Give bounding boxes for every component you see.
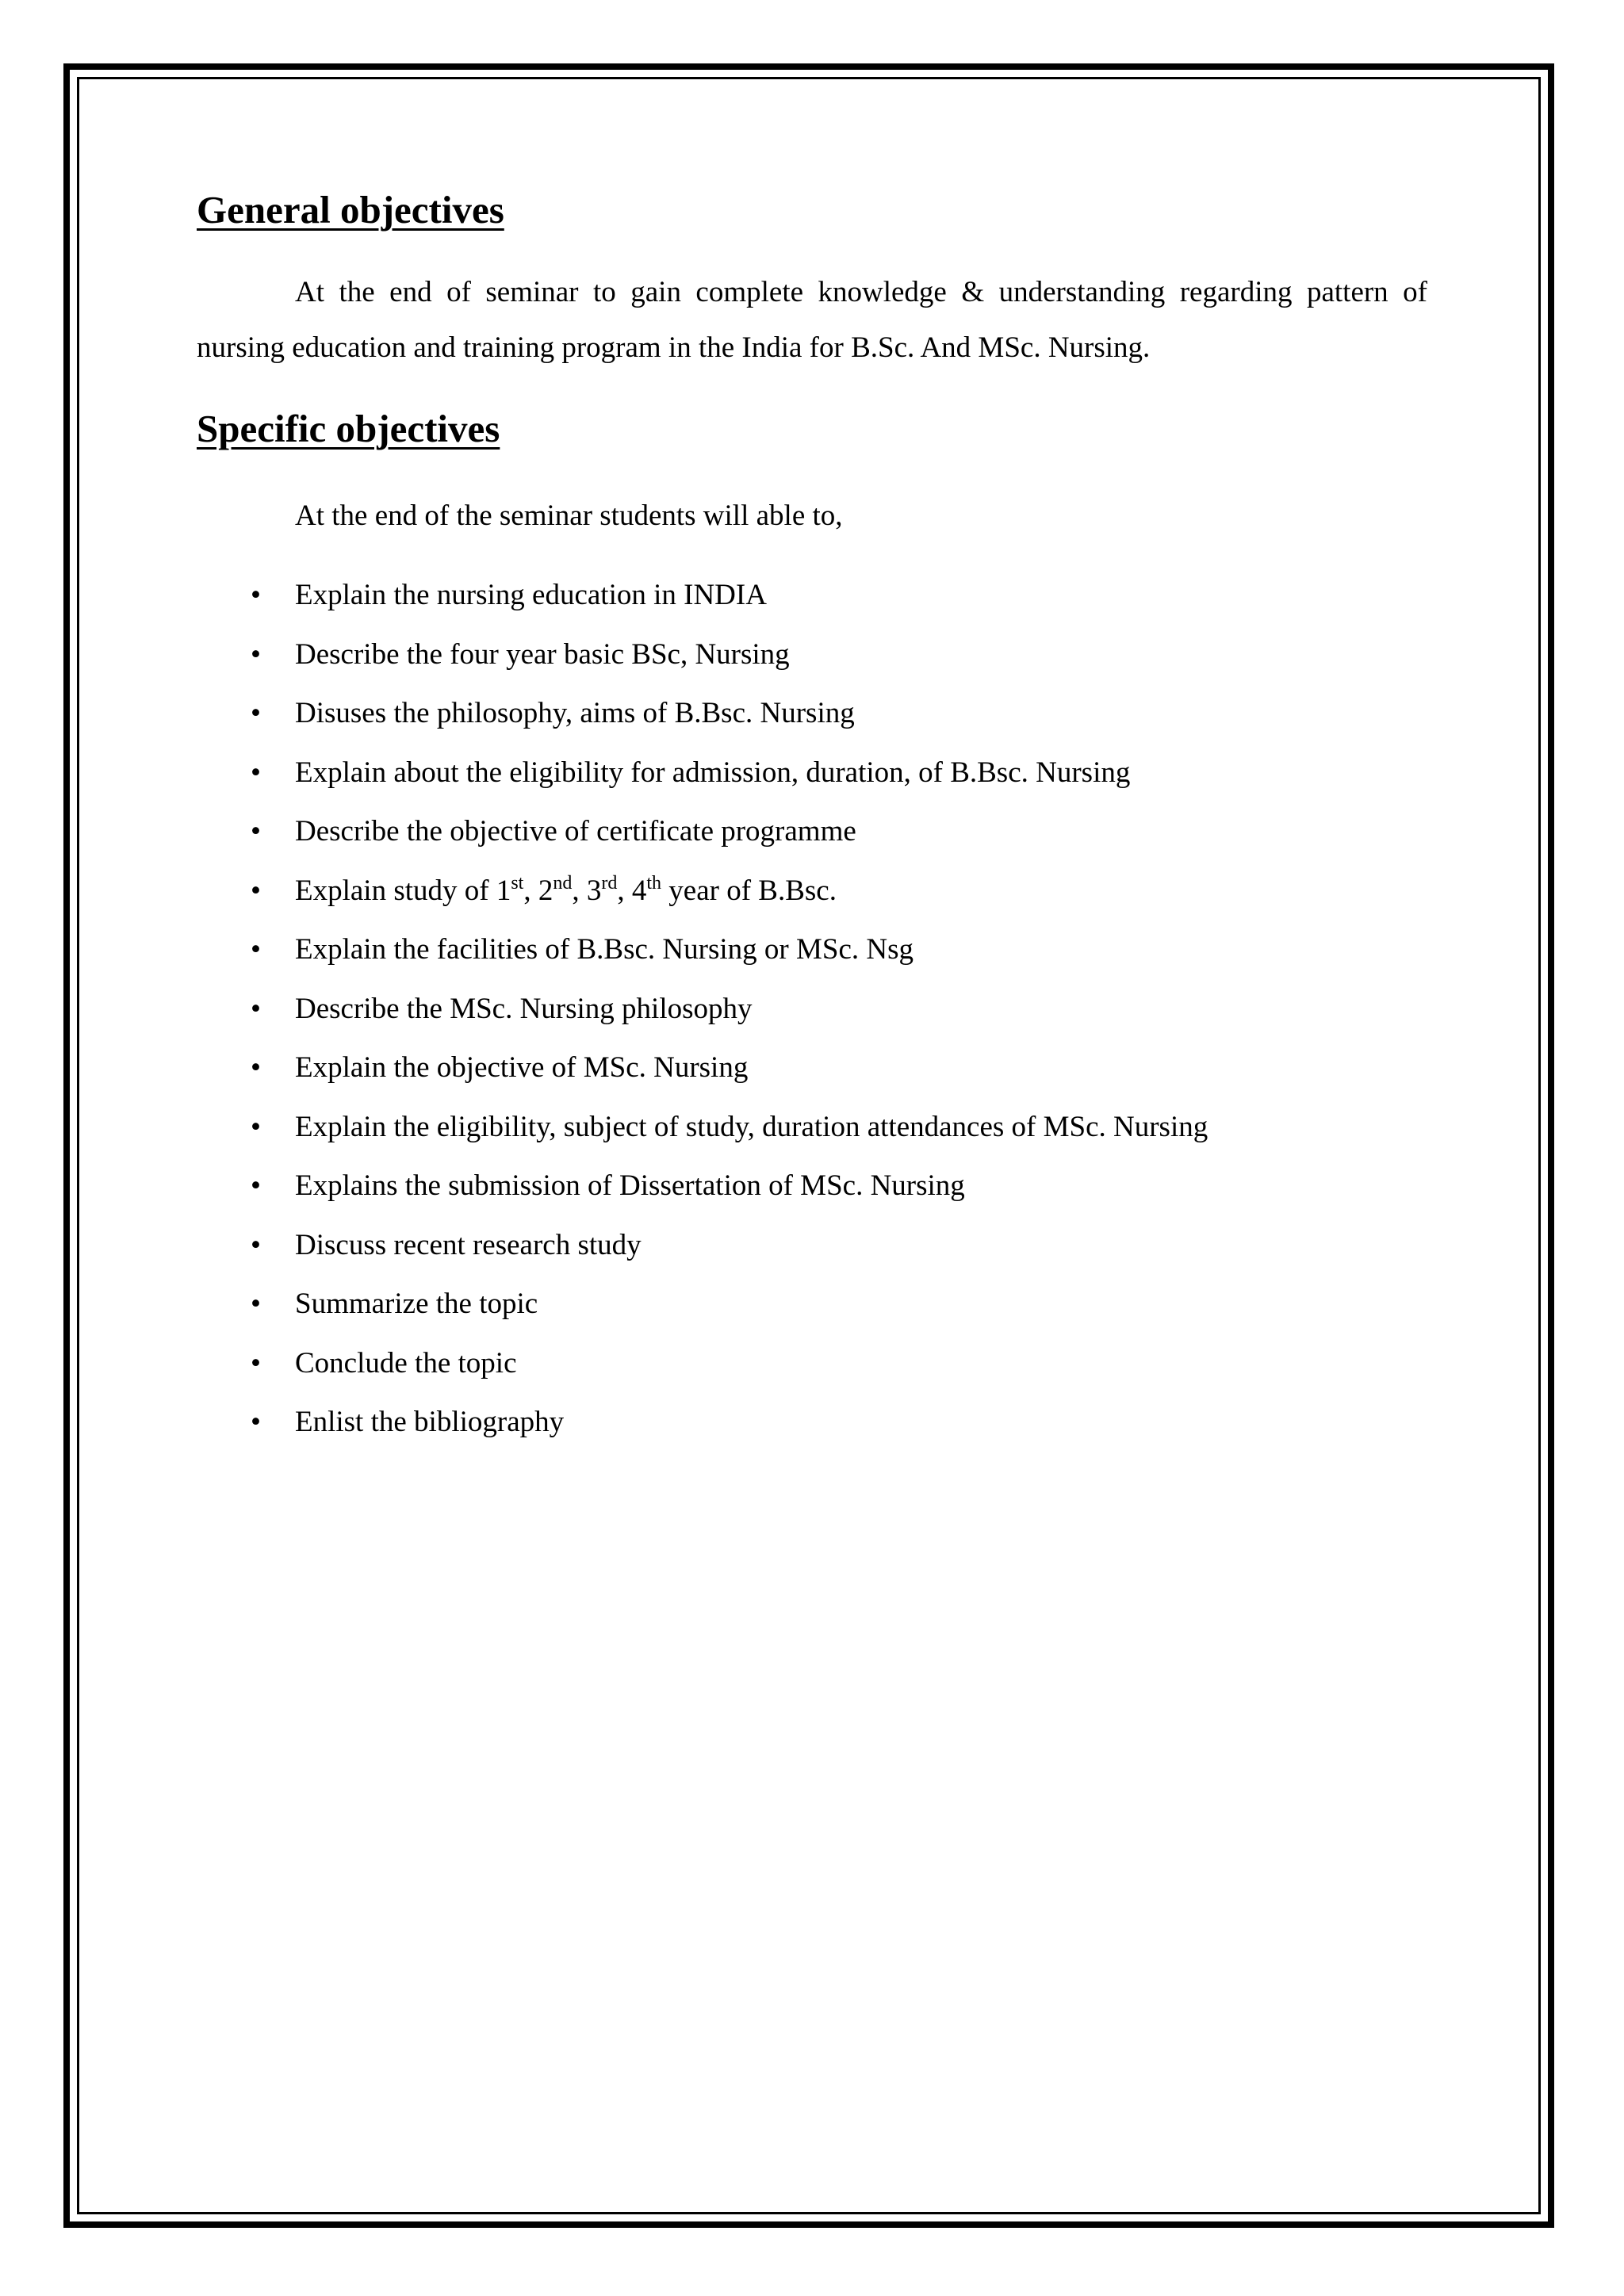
bullet-icon: • xyxy=(251,1228,261,1261)
list-item: • Explain the nursing education in INDIA xyxy=(197,566,1427,626)
list-item: • Enlist the bibliography xyxy=(197,1393,1427,1452)
list-item: • Describe the four year basic BSc, Nursing xyxy=(197,626,1427,685)
list-item: • Explain study of 1st, 2nd, 3rd, 4th year of B.Bsc. xyxy=(197,862,1427,921)
bullet-icon: • xyxy=(251,1169,261,1202)
list-item: • Conclude the topic xyxy=(197,1334,1427,1394)
list-item: • Explain the objective of MSc. Nursing xyxy=(197,1039,1427,1098)
list-item: • Summarize the topic xyxy=(197,1275,1427,1334)
list-item: • Explains the submission of Dissertation of MSc. Nursing xyxy=(197,1157,1427,1216)
list-item: • Explain the facilities of B.Bsc. Nursing or MSc. Nsg xyxy=(197,920,1427,980)
specific-objectives-heading: Specific objectives xyxy=(197,407,500,450)
document-body xyxy=(197,182,1427,1452)
bullet-icon: • xyxy=(251,756,261,789)
list-item: • Discuss recent research study xyxy=(197,1216,1427,1276)
bullet-icon: • xyxy=(251,1406,261,1438)
specific-objectives-intro: At the end of the seminar students will able to, xyxy=(295,499,843,532)
specific-objectives-list xyxy=(197,566,1427,1452)
list-item: • Explain about the eligibility for admission, duration, of B.Bsc. Nursing xyxy=(197,744,1427,803)
bullet-icon: • xyxy=(251,933,261,966)
bullet-icon: • xyxy=(251,1110,261,1143)
list-item: • Describe the MSc. Nursing philosophy xyxy=(197,980,1427,1039)
bullet-icon: • xyxy=(251,992,261,1025)
bullet-icon: • xyxy=(251,815,261,848)
bullet-icon: • xyxy=(251,1346,261,1380)
list-item: • Explain the eligibility, subject of study, duration attendances of MSc. Nursing xyxy=(197,1098,1427,1158)
bullet-icon: • xyxy=(251,1051,261,1084)
bullet-icon: • xyxy=(251,697,261,729)
list-item: • Disuses the philosophy, aims of B.Bsc. Nursing xyxy=(197,684,1427,744)
bullet-icon: • xyxy=(251,1288,261,1320)
list-item: • Describe the objective of certificate programme xyxy=(197,802,1427,862)
bullet-icon: • xyxy=(251,637,261,671)
general-objectives-heading: General objectives xyxy=(197,188,504,232)
bullet-icon: • xyxy=(251,874,261,907)
general-objectives-paragraph: At the end of seminar to gain complete knowledge & understanding regarding pattern of nursing education and training program in the India for B.Sc. And MSc. Nursing. xyxy=(197,276,1427,364)
bullet-icon: • xyxy=(251,579,261,611)
